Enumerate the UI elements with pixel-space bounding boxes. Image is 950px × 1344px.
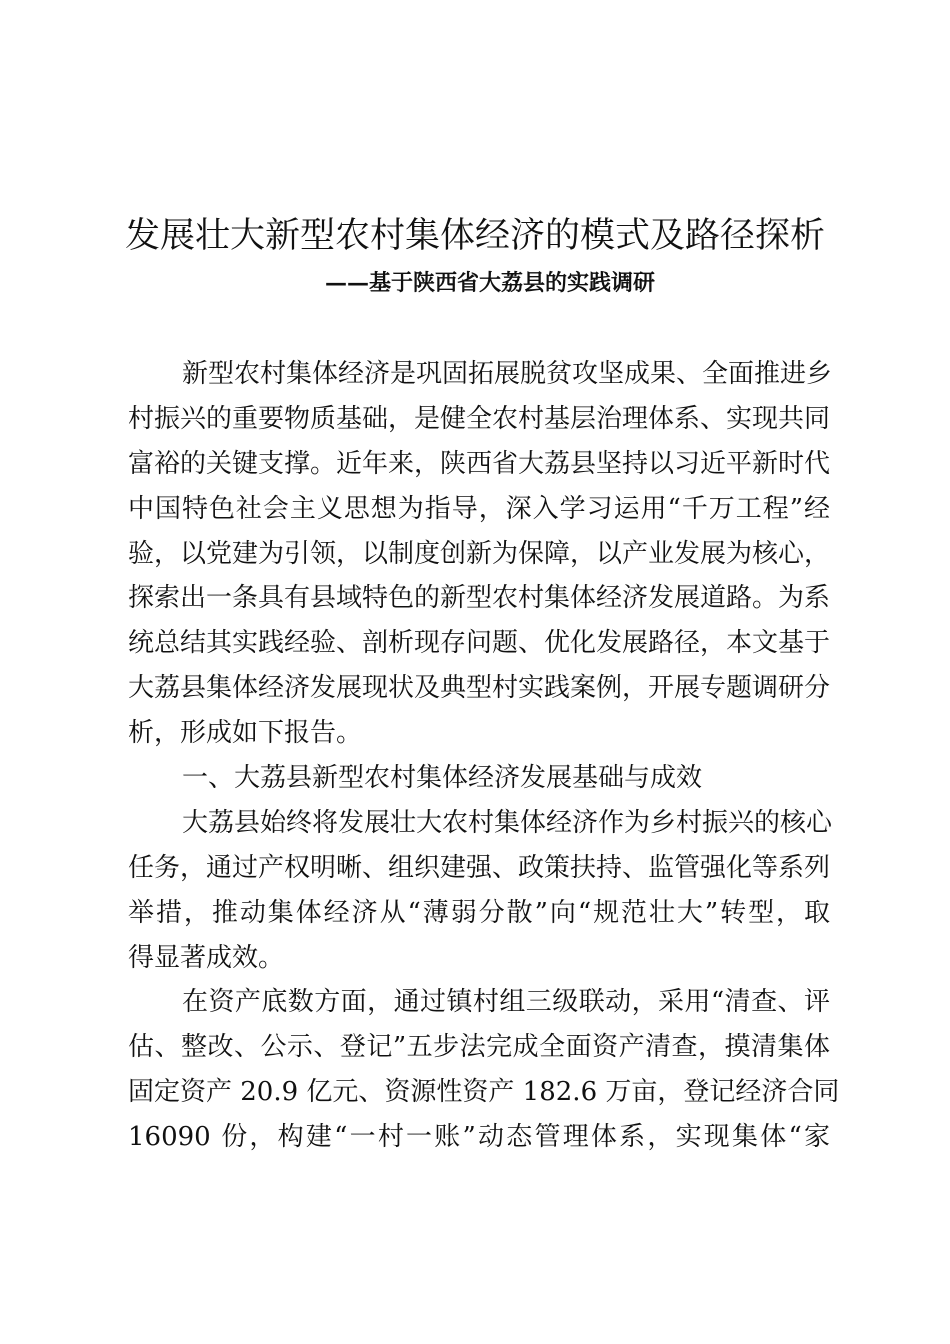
paragraph-line: 新型农村集体经济是巩固拓展脱贫攻坚成果、全面推进乡 — [182, 359, 833, 389]
paragraph-line: 16090 份，构建“一村一账”动态管理体系，实现集体“家 — [128, 1122, 830, 1153]
paragraph-line: 大荔县始终将发展壮大农村集体经济作为乡村振兴的核心 — [182, 807, 833, 838]
document-title: 发展壮大新型农村集体经济的模式及路径探析 — [124, 216, 825, 256]
document-body — [128, 352, 840, 1160]
paragraph-line: 固定资产 20.9 亿元、资源性资产 182.6 万亩，登记经济合同 — [128, 1077, 840, 1108]
paragraph-line: 大荔县集体经济发展现状及典型村实践案例，开展专题调研分 — [128, 673, 831, 704]
paragraph-line: 验，以党建为引领，以制度创新为保障，以产业发展为核心， — [128, 538, 831, 569]
paragraph-line: 举措，推动集体经济从“薄弱分散”向“规范壮大”转型，取 — [128, 897, 830, 928]
paragraph-line: 析，形成如下报告。 — [128, 718, 363, 749]
paragraph-line: 在资产底数方面，通过镇村组三级联动，采用“清查、评 — [182, 987, 830, 1018]
document-subtitle: ——基于陕西省大荔县的实践调研 — [324, 270, 655, 296]
paragraph-line: 村振兴的重要物质基础，是健全农村基层治理体系、实现共同 — [128, 403, 831, 434]
paragraph-line: 任务，通过产权明晰、组织建强、政策扶持、监管强化等系列 — [128, 852, 831, 883]
paragraph-line: 探索出一条具有县域特色的新型农村集体经济发展道路。为系 — [128, 583, 831, 614]
paragraph-line: 估、整改、公示、登记”五步法完成全面资产清查，摸清集体 — [128, 1032, 830, 1063]
section-heading: 一、大荔县新型农村集体经济发展基础与成效 — [182, 763, 703, 794]
paragraph-line: 统总结其实践经验、剖析现存问题、优化发展路径，本文基于 — [128, 628, 831, 659]
paragraph-line: 得显著成效。 — [128, 942, 285, 973]
paragraph-line: 富裕的关键支撑。近年来，陕西省大荔县坚持以习近平新时代 — [128, 448, 831, 479]
paragraph-line: 中国特色社会主义思想为指导，深入学习运用“千万工程”经 — [128, 493, 830, 524]
